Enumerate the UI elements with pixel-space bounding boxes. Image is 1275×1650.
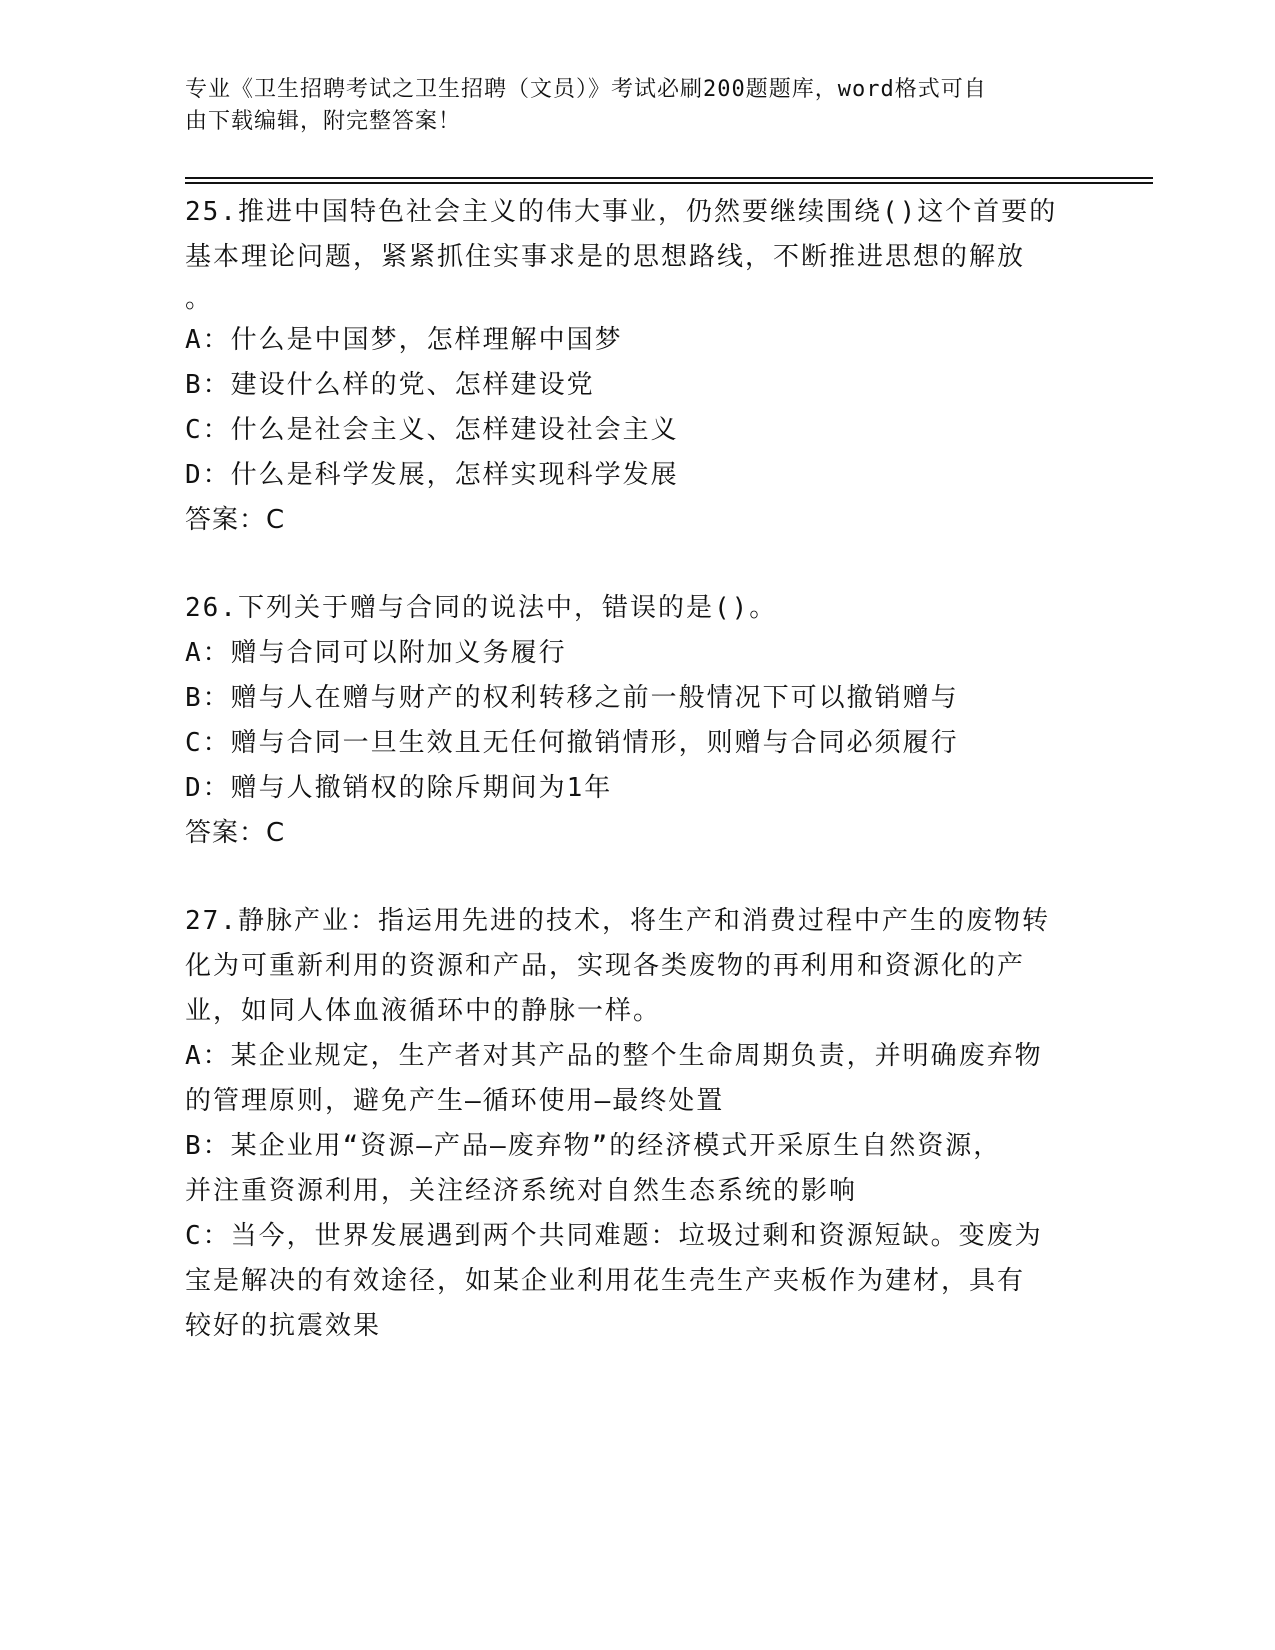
option-b: B：赠与人在赠与财产的权利转移之前一般情况下可以撤销赠与 — [185, 683, 959, 713]
option-line: 较好的抗震效果 — [185, 1311, 382, 1341]
question-spacer — [185, 543, 1070, 586]
question-list — [185, 190, 1070, 1349]
answer-label: 答案：C — [185, 505, 286, 535]
option-line: B：某企业用“资源—产品—废弃物”的经济模式开采原生自然资源， — [185, 1131, 1002, 1161]
question-27 — [185, 899, 1070, 1349]
option-c — [185, 1214, 1070, 1349]
question-stem — [185, 190, 1070, 280]
option-a — [185, 1034, 1070, 1124]
option-c: C：赠与合同一旦生效且无任何撤销情形，则赠与合同必须履行 — [185, 728, 959, 758]
header-line-2: 由下载编辑，附完整答案！ — [185, 109, 462, 134]
question-stem — [185, 899, 1070, 1034]
header-divider-top — [185, 177, 1153, 179]
option-a: A：什么是中国梦，怎样理解中国梦 — [185, 325, 623, 355]
option-line: 宝是解决的有效途径，如某企业利用花生壳生产夹板作为建材，具有 — [185, 1266, 1026, 1296]
option-b — [185, 1124, 1070, 1214]
question-25 — [185, 190, 1070, 543]
question-26 — [185, 586, 1070, 856]
option-c: C：什么是社会主义、怎样建设社会主义 — [185, 415, 679, 445]
stem-line: 基本理论问题，紧紧抓住实事求是的思想路线，不断推进思想的解放 — [185, 242, 1026, 272]
stem-line: 化为可重新利用的资源和产品，实现各类废物的再利用和资源化的产 — [185, 951, 1026, 981]
header-line-1: 专业《卫生招聘考试之卫生招聘（文员）》考试必刷200题题库，word格式可自 — [185, 77, 987, 102]
question-stem: 26.下列关于赠与合同的说法中，错误的是()。 — [185, 593, 778, 623]
question-spacer — [185, 856, 1070, 899]
document-header — [185, 74, 1065, 138]
option-line: 并注重资源利用，关注经济系统对自然生态系统的影响 — [185, 1176, 858, 1206]
answer-label: 答案：C — [185, 818, 286, 848]
option-line: A：某企业规定，生产者对其产品的整个生命周期负责，并明确废弃物 — [185, 1041, 1043, 1071]
stem-line: 27.静脉产业：指运用先进的技术，将生产和消费过程中产生的废物转 — [185, 906, 1050, 936]
option-a: A：赠与合同可以附加义务履行 — [185, 638, 567, 668]
option-d: D：什么是科学发展，怎样实现科学发展 — [185, 460, 679, 490]
option-d: D：赠与人撤销权的除斥期间为1年 — [185, 773, 613, 803]
stem-line: 25.推进中国特色社会主义的伟大事业，仍然要继续围绕()这个首要的 — [185, 197, 1058, 227]
option-b: B：建设什么样的党、怎样建设党 — [185, 370, 595, 400]
option-line: C：当今，世界发展遇到两个共同难题：垃圾过剩和资源短缺。变废为 — [185, 1221, 1043, 1251]
option-line: 的管理原则，避免产生—循环使用—最终处置 — [185, 1086, 725, 1116]
stem-line: 。 — [185, 284, 214, 314]
header-divider-bottom — [185, 182, 1153, 184]
stem-line: 业，如同人体血液循环中的静脉一样。 — [185, 996, 662, 1026]
